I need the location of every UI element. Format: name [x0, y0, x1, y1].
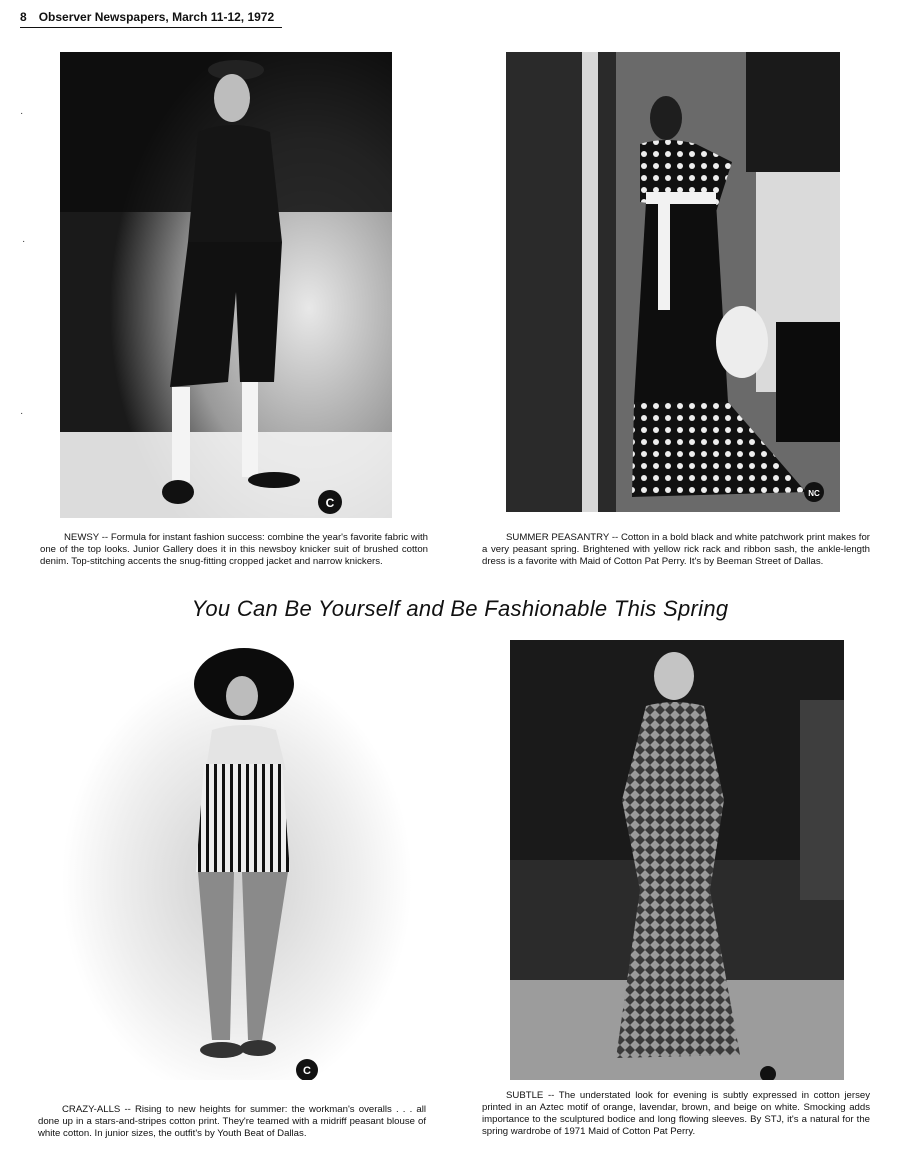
caption-newsy	[40, 532, 428, 568]
photo-newsy-logo: C	[325, 496, 335, 510]
margin-mark: ·	[22, 236, 26, 247]
photo-newsy	[60, 52, 392, 518]
caption-crazy-alls-text: CRAZY-ALLS -- Rising to new heights for summer: the workman's overalls . . . all done up in a stars-and-stripes cotton print. They're teamed with a midriff peasant blouse of white cotton. In junior sizes, the outfit's by Youth Beat of Dallas.	[38, 1104, 426, 1139]
margin-mark: ·	[20, 108, 24, 119]
photo-subtle	[510, 640, 844, 1080]
photo-crazy-alls	[62, 640, 412, 1080]
photo-peasantry-illustration	[506, 52, 840, 512]
photo-peasantry-logo: NC	[808, 489, 820, 498]
caption-subtle	[482, 1090, 870, 1138]
page-number: 8	[20, 10, 27, 24]
photo-subtle-illustration	[510, 640, 844, 1080]
caption-crazy-alls	[38, 1104, 426, 1140]
page-header	[20, 10, 282, 28]
photo-crazy-alls-illustration	[62, 640, 412, 1080]
publication-line: Observer Newspapers, March 11-12, 1972	[38, 10, 275, 24]
photo-crazy-alls-logo: C	[303, 1065, 311, 1077]
caption-peasantry-text: SUMMER PEASANTRY -- Cotton in a bold black and white patchwork print makes for a very peasant spring. Brightened with yellow rick rack and ribbon sash, the ankle-length dress is a favorite with Maid of Cotton Pat Perry. It's by Beeman Street of Dallas.	[482, 532, 870, 567]
caption-subtle-text: SUBTLE -- The understated look for evening is subtly expressed in cotton jersey printed in an Aztec motif of orange, lavendar, brown, and beige on white. Smocking adds importance to the sculptured bodice and long flowing sleeves. By STJ, it's a natural for the spring wardrobe of 1971 Maid of Cotton Pat Perry.	[482, 1090, 870, 1137]
photo-newsy-illustration	[60, 52, 392, 518]
margin-mark: ·	[20, 408, 24, 419]
page-headline: You Can Be Yourself and Be Fashionable This Spring	[191, 596, 729, 621]
caption-newsy-text: NEWSY -- Formula for instant fashion success: combine the year's favorite fabric with one of the top looks. Junior Gallery does it in this newsboy knicker suit of brushed cotton denim. Top-stitching accents the snug-fitting cropped jacket and narrow knickers.	[40, 532, 428, 567]
photo-peasantry	[506, 52, 840, 512]
caption-peasantry	[482, 532, 870, 568]
